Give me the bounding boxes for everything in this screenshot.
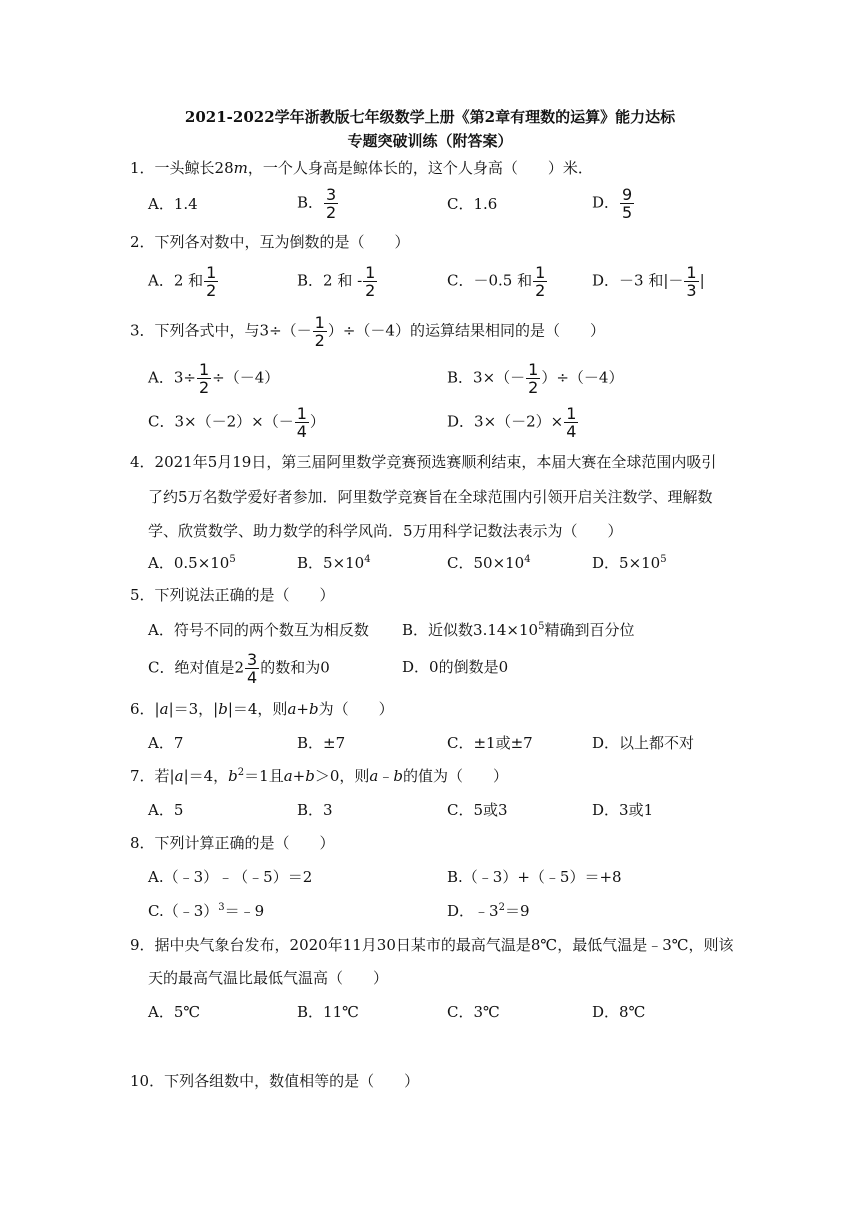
q1-option-c: C．1.6 [447, 195, 498, 213]
q5-option-a: A．符号不同的两个数互为相反数 [148, 621, 369, 639]
question-10-stem: 10．下列各组数中，数值相等的是（ ） [130, 1072, 420, 1090]
q8-option-c: C.（﹣3）$^3$＝﹣9 [148, 902, 265, 920]
q3-option-b: B．3×（－ $\frac{1}{2}$ ）÷（－4） [447, 360, 624, 397]
fraction: $\frac{1}{2}$ [365, 263, 376, 300]
q4-option-a: A．$0.5\times 10^5$ [148, 554, 236, 572]
q9-option-b: B．11℃ [297, 1003, 359, 1021]
q7-option-a: A．5 [148, 801, 184, 819]
q9-option-c: C．3℃ [447, 1003, 500, 1021]
fraction: $\frac{1}{2}$ [198, 360, 210, 397]
q3-option-c: C．3×（－2）×（－ $\frac{1}{4}$ ） [148, 404, 325, 441]
q8-option-d: D．$﹣3^2=9$ [447, 902, 530, 920]
q5-option-b: B．近似数$3.14\times 10^5$精确到百分位 [402, 621, 635, 639]
question-9-line-2: 天的最高气温比最低气温高（ ） [148, 969, 389, 987]
q2-option-d: D．－3 和|－ $\frac{1}{3}$ | [592, 263, 705, 300]
document-subtitle: 专题突破训练（附答案） [347, 132, 513, 150]
q5-option-c: C．绝对值是2 $\frac{3}{4}$ 的数和为0 [148, 650, 330, 687]
fraction: $\frac{1}{2}$ [535, 263, 546, 300]
question-7-stem: 7．若|a|＝4，$b^2=1$且a+b＞0，则a﹣b的值为（ ） [130, 767, 508, 785]
question-9-line-1: 9．据中央气象台发布，2020年11月30日某市的最高气温是8℃，最低气温是﹣3℃，则该 [130, 936, 734, 954]
fraction: $\frac{1}{4}$ [296, 404, 307, 441]
fraction: $\frac{1}{2}$ [528, 360, 539, 397]
fraction: $\frac{3}{4}$ [247, 650, 258, 687]
q6-option-d: D．以上都不对 [592, 734, 695, 752]
question-1-stem: 1．一头鲸长28m，一个人身高是鲸体长的，这个人身高（ ）米． [130, 159, 593, 177]
q8-option-b: B.（﹣3）+（﹣5）＝+8 [447, 868, 622, 886]
fraction: $\frac{9}{5}$ [622, 185, 633, 222]
q4-option-b: B．$5\times 10^4$ [297, 554, 371, 572]
question-4-line-2: 了约5万名数学爱好者参加．阿里数学竞赛旨在全球范围内引领开启关注数学、理解数 [148, 488, 713, 506]
question-8-stem: 8．下列计算正确的是（ ） [130, 834, 335, 852]
question-4-line-1: 4．2021年5月19日，第三届阿里数学竞赛预选赛顺利结束，本届大赛在全球范围内吸引 [130, 453, 717, 471]
question-2-stem: 2．下列各对数中，互为倒数的是（ ） [130, 233, 410, 251]
q6-option-b: B．±7 [297, 734, 346, 752]
q8-option-a: A.（﹣3）﹣（﹣5）＝2 [148, 868, 313, 886]
q1-option-a: A．1.4 [148, 195, 198, 213]
q6-option-c: C．±1或±7 [447, 734, 533, 752]
q3-option-a: A．3÷ $\frac{1}{2}$ ÷（－4） [148, 360, 280, 397]
q1-option-b: B． $\frac{3}{2}$ [297, 185, 337, 222]
q3-option-d: D．3×（－2）× $\frac{1}{4}$ [447, 404, 577, 441]
fraction: $\frac{1}{3}$ [686, 263, 697, 300]
fraction: $\frac{3}{2}$ [326, 185, 337, 222]
fraction: $\frac{1}{2}$ [314, 313, 325, 350]
document-title: 2021-2022学年浙教版七年级数学上册《第2章有理数的运算》能力达标 [184, 108, 676, 126]
q7-option-d: D．3或1 [592, 801, 654, 819]
q2-option-b: B．2 和 - $\frac{1}{2}$ [297, 263, 376, 300]
q9-option-a: A．5℃ [148, 1003, 201, 1021]
q6-option-a: A．7 [148, 734, 184, 752]
fraction: $\frac{1}{4}$ [566, 404, 577, 441]
q1-option-d: D． $\frac{9}{5}$ [592, 185, 633, 222]
question-5-stem: 5．下列说法正确的是（ ） [130, 586, 335, 604]
q4-option-c: C．$50\times 10^4$ [447, 554, 531, 572]
q2-option-c: C．－0.5 和 $\frac{1}{2}$ [447, 263, 546, 300]
question-6-stem: 6．|a|＝3，|b|＝4，则a+b为（ ） [130, 700, 394, 718]
question-4-line-3: 学、欣赏数学、助力数学的科学风尚．5万用科学记数法表示为（ ） [148, 522, 623, 540]
q2-option-a: A．2 和 $\frac{1}{2}$ [148, 263, 217, 300]
q5-option-d: D．0的倒数是0 [402, 658, 509, 676]
q7-option-b: B．3 [297, 801, 333, 819]
question-3-stem: 3．下列各式中，与3÷（－ $\frac{1}{2}$ ）÷（－4）的运算结果相同的是（ ） [130, 313, 605, 350]
q4-option-d: D．$5\times 10^5$ [592, 554, 667, 572]
q9-option-d: D．8℃ [592, 1003, 646, 1021]
q7-option-c: C．5或3 [447, 801, 508, 819]
fraction: $\frac{1}{2}$ [206, 263, 217, 300]
